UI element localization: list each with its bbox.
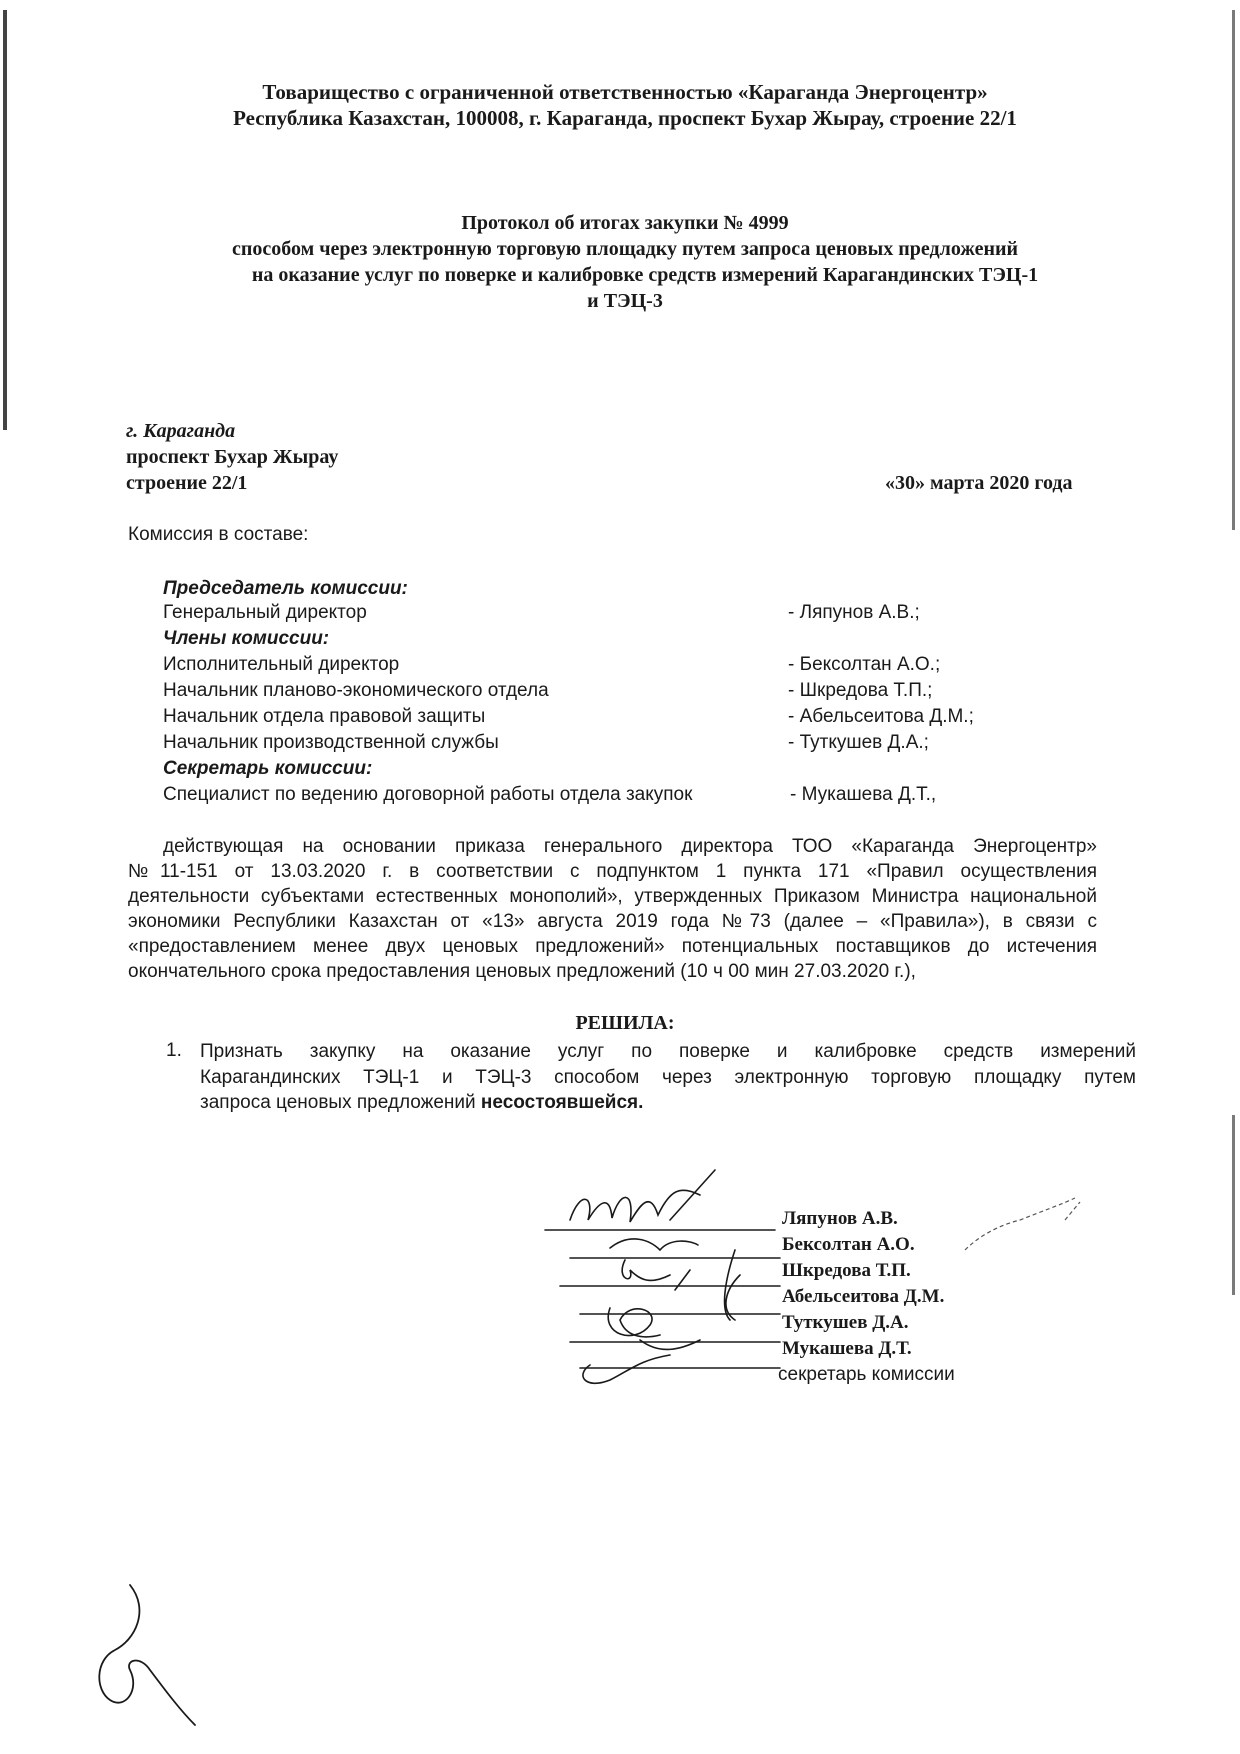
faint-scribble [960,1190,1090,1260]
body-line: окончательного срока предоставления ценовых предложений (10 ч 00 мин 27.03.2020 г.), [128,961,916,982]
chair-name: - Ляпунов А.В.; [788,602,920,623]
signatory-name: Бексолтан А.О. [782,1234,915,1255]
secretary-heading: Секретарь комиссии: [163,758,373,779]
member-name: - Шкредова Т.П.; [788,680,933,701]
protocol-subtitle-2: на оказание услуг по поверке и калибровке средств измерений Карагандинских ТЭЦ-1 [251,264,1039,286]
member-role: Исполнительный директор [163,654,400,675]
org-address: Республика Казахстан, 100008, г. Караганда, проспект Бухар Жырау, строение 22/1 [233,106,1017,130]
decision-item-number: 1. [166,1040,182,1061]
secretary-name: - Мукашева Д.Т., [790,784,937,805]
place-city: г. Караганда [126,420,236,442]
place-building: строение 22/1 [126,472,248,494]
member-name: - Абельсеитова Д.М.; [788,706,974,727]
decision-line-last [200,1092,643,1114]
protocol-title: Протокол об итогах закупки № 4999 [461,212,789,234]
decision-line: Карагандинских ТЭЦ-1 и ТЭЦ-3 способом через электронную торговую площадку путем [200,1067,1136,1088]
scan-edge-right [1232,10,1235,530]
member-role: Начальник отдела правовой защиты [163,706,486,727]
body-line: действующая на основании приказа генерального директора ТОО «Караганда Энергоцентр» [163,836,1097,857]
signatory-name: Шкредова Т.П. [782,1260,911,1281]
org-name: Товарищество с ограниченной ответственностью «Караганда Энергоцентр» [262,80,988,104]
commission-intro: Комиссия в составе: [128,524,309,545]
chair-heading: Председатель комиссии: [163,578,408,599]
chair-role: Генеральный директор [163,602,367,623]
member-role: Начальник производственной службы [163,732,499,753]
place-street: проспект Бухар Жырау [126,446,339,468]
initial-scribble [90,1580,210,1730]
body-line: экономики Республики Казахстан от «13» августа 2019 года №73 (далее – «Правила»), в связи с [128,911,1097,932]
decision-line: запроса ценовых предложений [200,1092,476,1113]
decision-emphasis: несостоявшейся. [480,1092,644,1113]
member-name: - Туткушев Д.А.; [788,732,929,753]
scan-edge-left [3,10,7,430]
body-line: «предоставлением менее двух ценовых предложений» потенциальных поставщиков до истечения [128,936,1097,957]
body-line: №11-151 от 13.03.2020 г. в соответствии с подпунктом 1 пункта 171 «Правил осуществления [128,861,1097,882]
member-role: Начальник планово-экономического отдела [163,680,549,701]
body-line: деятельности субъектами естественных монополий», утвержденных Приказом Министра национальной [128,886,1097,907]
signatory-name: Туткушев Д.А. [782,1312,909,1333]
secretary-role-label: секретарь комиссии [778,1364,955,1385]
signatory-name: Мукашева Д.Т. [782,1338,912,1359]
decision-heading: РЕШИЛА: [575,1012,675,1034]
signatures-scribble [540,1160,790,1390]
member-name: - Бексолтан А.О.; [788,654,941,675]
secretary-role: Специалист по ведению договорной работы отдела закупок [163,784,693,805]
protocol-subtitle-3: и ТЭЦ-3 [587,290,663,312]
scan-edge-right-lower [1232,1115,1235,1295]
protocol-subtitle-1: способом через электронную торговую площадку путем запроса ценовых предложений [231,238,1019,260]
protocol-date: «30» марта 2020 года [885,472,1073,494]
members-heading: Члены комиссии: [163,628,330,649]
decision-line: Признать закупку на оказание услуг по поверке и калибровке средств измерений [200,1041,1136,1062]
signatory-name: Ляпунов А.В. [782,1208,898,1229]
signatory-name: Абельсеитова Д.М. [782,1286,945,1307]
